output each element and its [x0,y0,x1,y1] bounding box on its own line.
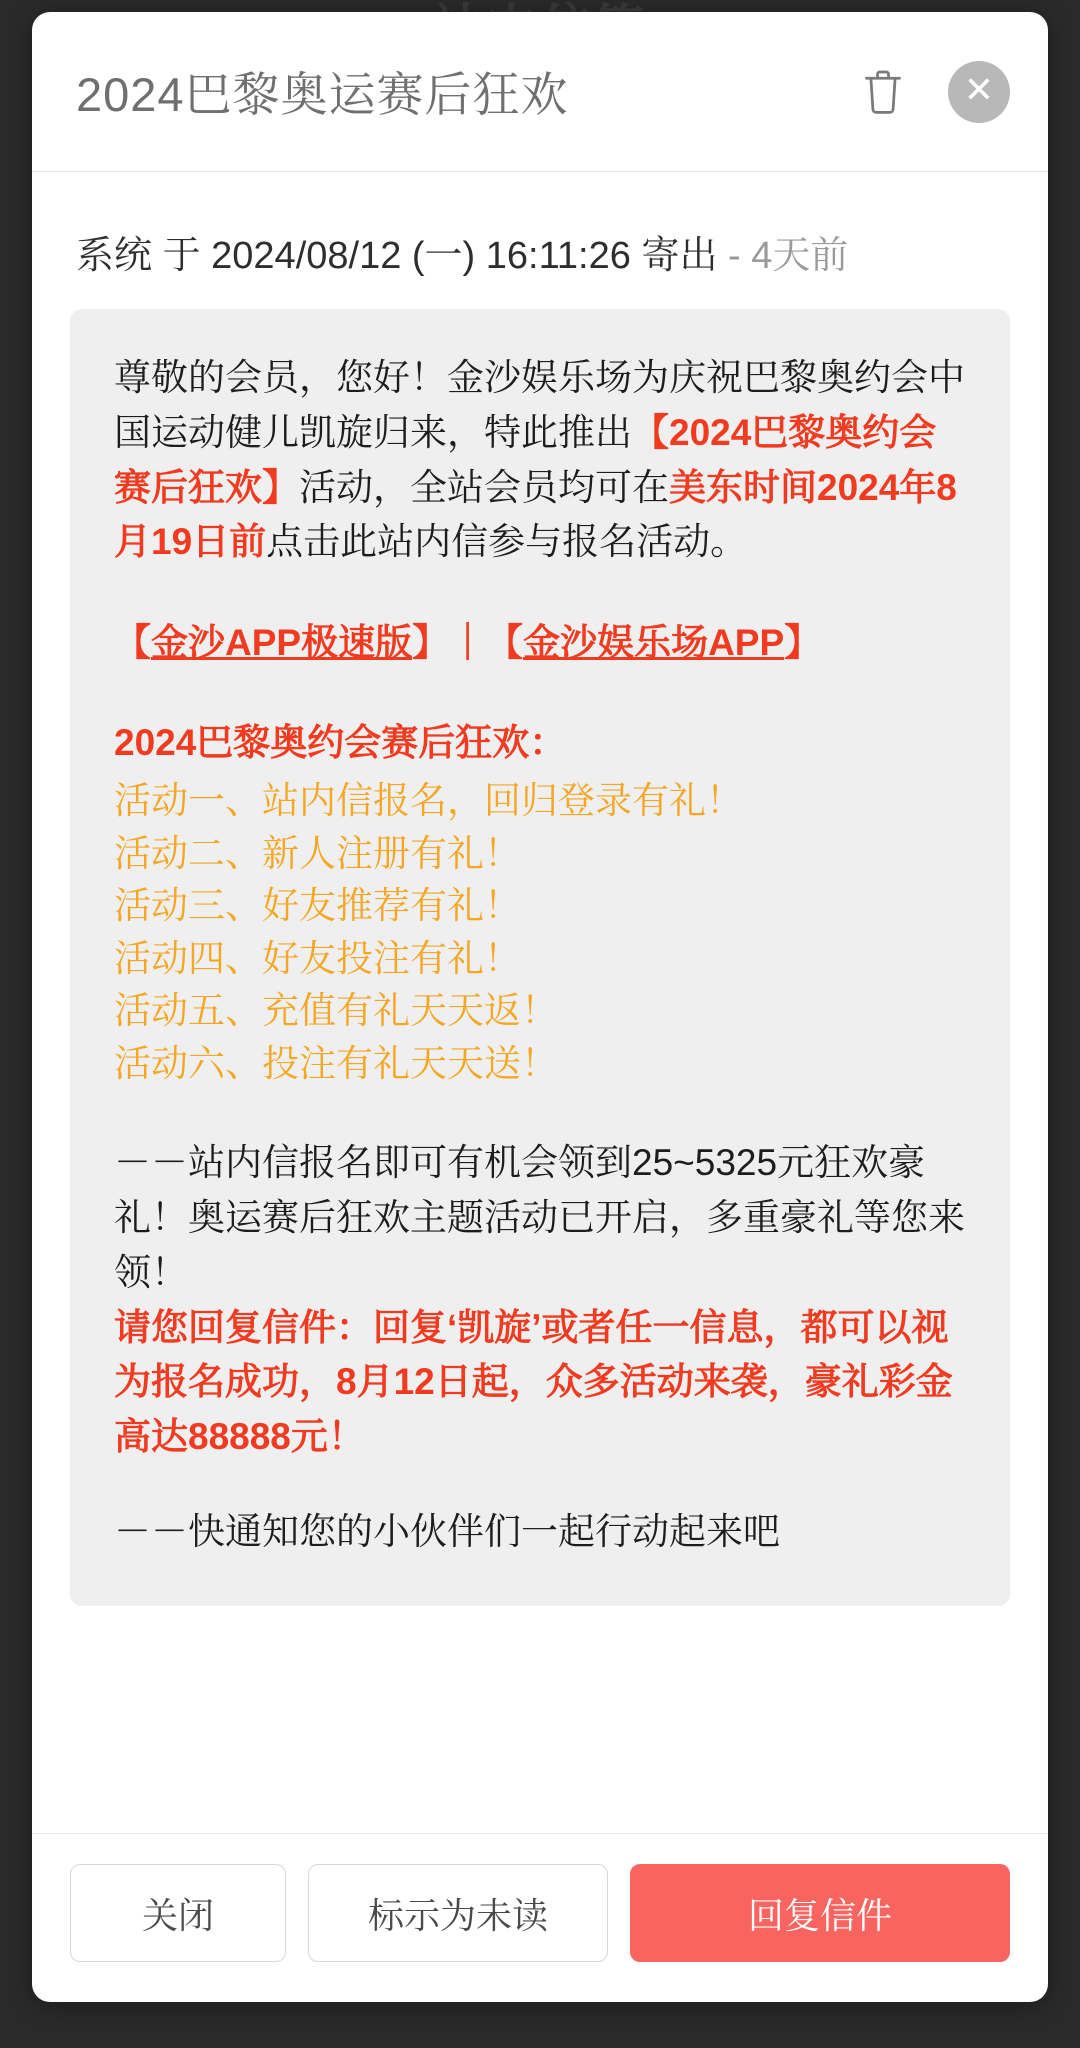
mark-unread-button[interactable]: 标示为未读 [308,1864,608,1962]
meta-sender: 系统 [76,235,153,277]
activity-item-4: 活动四、好友投注有礼！ [114,937,521,979]
message-paragraph-rewards: －－站内信报名即可有机会领到25~5325元狂欢豪礼！奥运赛后狂欢主题活动已开启，多重豪礼等您来领！ [114,1142,965,1293]
dialog-footer [32,1833,1048,2002]
app-links-line [114,616,966,670]
trash-icon [861,67,905,117]
close-glyph: ✕ [963,69,995,110]
activity-item-1: 活动一、站内信报名，回归登录有礼！ [114,780,743,822]
activity-item-5: 活动五、充值有礼天天返！ [114,990,558,1032]
message-paragraph-share: －－快通知您的小伙伴们一起行动起来吧 [114,1510,780,1552]
close-action-button[interactable]: 关闭 [70,1864,286,1962]
intro-deadline: 美东时间2024年8月19日前 [114,466,957,563]
activities-heading: 2024巴黎奥约会赛后狂欢： [114,721,567,763]
close-button[interactable] [948,61,1010,123]
links-middle: 】｜【 [412,622,524,663]
activity-item-3: 活动三、好友推荐有礼！ [114,885,521,927]
spacer-3 [114,1090,966,1136]
meta-sent-label: 寄出 [641,235,718,277]
meta-datetime: 2024/08/12 (一) 16:11:26 [211,235,631,277]
spacer-2 [114,670,966,716]
intro-text-e: 点击此站内信参与报名活动。 [266,521,748,563]
links-suffix: 】 [784,622,822,663]
delete-button[interactable] [852,61,914,123]
dialog-header [32,12,1048,172]
page-title: 2024巴黎奥运赛后狂欢 [76,68,569,121]
dialog-body [32,172,1048,1833]
link-sands-casino-app[interactable]: 金沙娱乐场APP [523,622,785,663]
intro-text-c: 活动，全站会员均可在 [299,466,669,508]
message-detail-dialog [32,12,1048,2002]
activity-item-6: 活动六、投注有礼天天送！ [114,1042,558,1084]
meta-relative-time: 4天前 [751,235,849,277]
message-body-card [70,309,1010,1606]
message-paragraph-intro [114,351,966,570]
meta-prefix: 于 [162,235,201,277]
header-actions [852,61,1010,123]
activity-item-2: 活动二、新人注册有礼！ [114,832,521,874]
meta-separator: - [728,235,741,277]
message-meta [70,172,1010,309]
intro-campaign-name: 【2024巴黎奥约会赛后狂欢】 [114,411,937,508]
spacer-1 [114,570,966,616]
reply-button[interactable]: 回复信件 [630,1864,1010,1962]
links-prefix: 【 [114,622,151,663]
spacer-4 [114,1465,966,1505]
intro-text-a: 尊敬的会员，您好！金沙娱乐场为庆祝巴黎奥约会中国运动健儿凯旋归来，特此推出 [114,357,965,453]
message-paragraph-reply-instruction: 请您回复信件：回复‘凯旋’或者任一信息，都可以视为报名成功，8月12日起，众多活动来袭，豪礼彩金高达88888元！ [114,1306,953,1458]
link-sands-app-lite[interactable]: 金沙APP极速版 [151,622,413,663]
close-icon [948,61,1010,123]
